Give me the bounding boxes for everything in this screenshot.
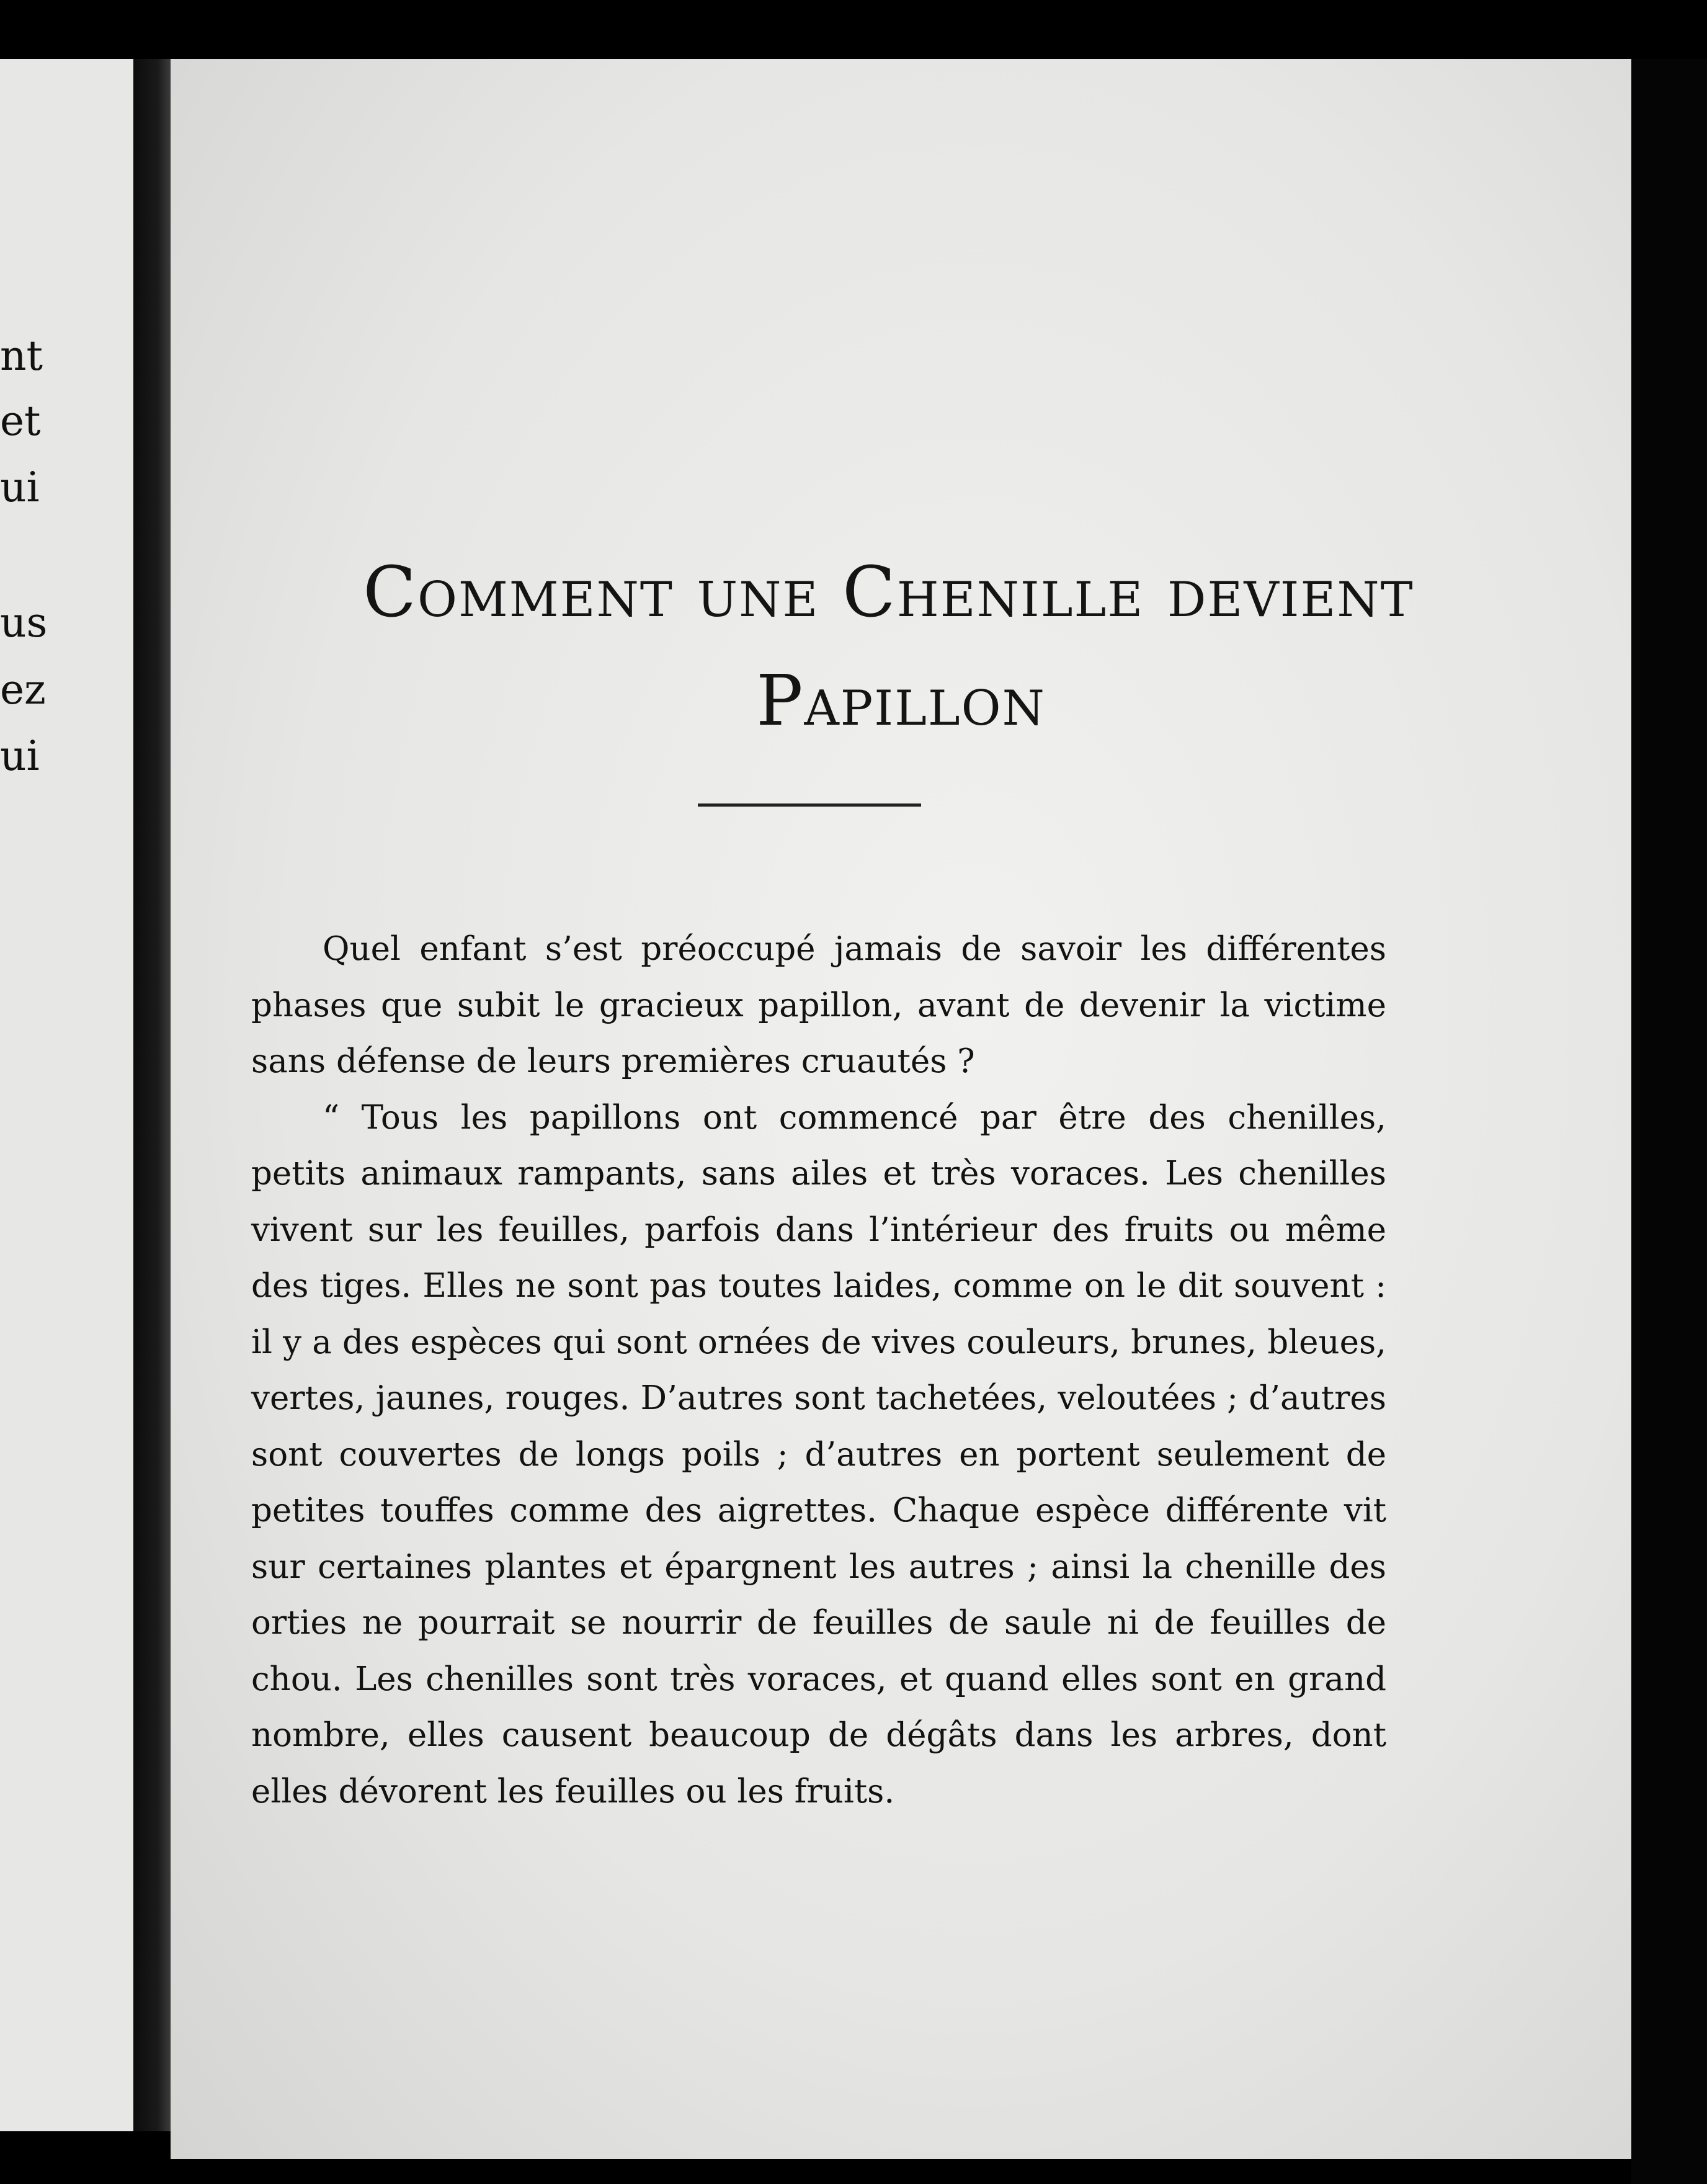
facing-page-line: ez [0, 666, 46, 714]
title-divider [698, 803, 921, 807]
facing-page-line: nt [0, 332, 43, 380]
chapter-body [251, 921, 1386, 1820]
book-page [171, 59, 1631, 2159]
facing-page-line: ui [0, 463, 40, 511]
scan-border [1631, 59, 1707, 2184]
chapter-title-line-1: Comment une Chenille devient [363, 552, 1414, 633]
facing-page-line: us [0, 599, 48, 647]
facing-page-fragment [0, 59, 133, 2131]
facing-page-line: et [0, 397, 41, 445]
paragraph: Quel enfant s’est préoccupé jamais de savoir les différentes phases que subit le gracieux papillon, avant de devenir la victime sans défense de leurs premières cruautés ? [251, 930, 1386, 1080]
facing-page-line: ui [0, 732, 40, 780]
paragraph: “ Tous les papillons ont commencé par être des chenilles, petits animaux rampants, sans ailes et très voraces. Les chenilles vivent sur les feuilles, parfois dans l’intérieur des fruits ou même des tiges. Elles ne sont pas toutes laides, comme on le dit souvent : il y a des espèces qui sont ornées de vives couleurs, brunes, bleues, vertes, jaunes, rouges. D’autres sont tachetées, veloutées ; d’autres sont couvertes de longs poils ; d’autres en portent seulement de petites touffes comme des aigrettes. Chaque espèce différente vit sur certaines plantes et épargnent les autres ; ainsi la chenille des orties ne pourrait se nourrir de feuilles de saule ni de feuilles de chou. Les chenilles sont très voraces, et quand elles sont en grand nombre, elles causent beaucoup de dégâts dans les arbres, dont elles dévorent les feuilles ou les fruits. [251, 1098, 1386, 1810]
chapter-title-line-2: Papillon [756, 661, 1046, 741]
book-gutter [133, 59, 174, 2131]
